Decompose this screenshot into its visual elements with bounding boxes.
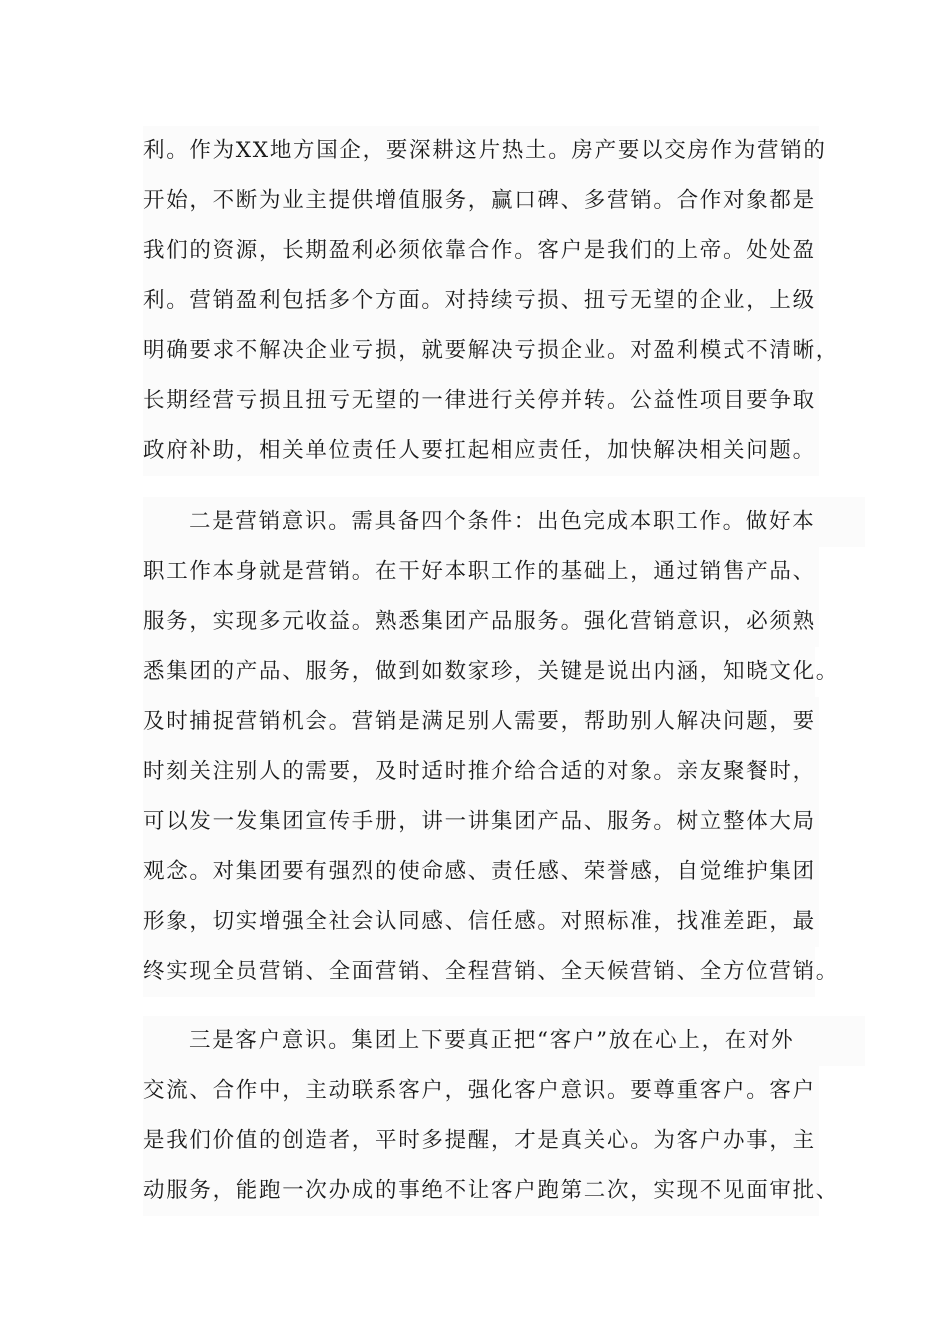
paragraph-line: 政府补助，相关单位责任人要扛起相应责任，加快解决相关问题。 (143, 426, 819, 476)
paragraph-line: 观念。对集团要有强烈的使命感、责任感、荣誉感，自觉维护集团 (143, 847, 819, 897)
paragraph-line: 开始，不断为业主提供增值服务，赢口碑、多营销。合作对象都是 (143, 176, 819, 226)
paragraph-line: 长期经营亏损且扭亏无望的一律进行关停并转。公益性项目要争取 (143, 376, 819, 426)
paragraph-line: 二是营销意识。需具备四个条件：出色完成本职工作。做好本 (143, 497, 865, 547)
paragraph-line: 利。作为XX地方国企，要深耕这片热土。房产要以交房作为营销的 (143, 126, 819, 176)
paragraph-line: 形象，切实增强全社会认同感、信任感。对照标准，找准差距，最 (143, 897, 819, 947)
paragraph-line: 时刻关注别人的需要，及时适时推介给合适的对象。亲友聚餐时， (143, 747, 819, 797)
paragraph-line: 终实现全员营销、全面营销、全程营销、全天候营销、全方位营销。 (143, 947, 815, 997)
paragraph-2 (143, 497, 840, 997)
paragraph-line: 服务，实现多元收益。熟悉集团产品服务。强化营销意识，必须熟 (143, 597, 819, 647)
paragraph-line: 是我们价值的创造者，平时多提醒，才是真关心。为客户办事，主 (143, 1116, 819, 1166)
paragraph-1 (143, 126, 840, 476)
paragraph-line: 可以发一发集团宣传手册，讲一讲集团产品、服务。树立整体大局 (143, 797, 819, 847)
paragraph-line: 及时捕捉营销机会。营销是满足别人需要，帮助别人解决问题，要 (143, 697, 819, 747)
paragraph-line: 悉集团的产品、服务，做到如数家珍，关键是说出内涵，知晓文化。 (143, 647, 815, 697)
paragraph-line: 利。营销盈利包括多个方面。对持续亏损、扭亏无望的企业，上级 (143, 276, 819, 326)
paragraph-line: 明确要求不解决企业亏损，就要解决亏损企业。对盈利模式不清晰， (143, 326, 819, 376)
paragraph-line: 职工作本身就是营销。在干好本职工作的基础上，通过销售产品、 (143, 547, 819, 597)
paragraph-3 (143, 1016, 840, 1216)
paragraph-line: 三是客户意识。集团上下要真正把“客户”放在心上，在对外 (143, 1016, 865, 1066)
paragraph-line: 动服务，能跑一次办成的事绝不让客户跑第二次，实现不见面审批、 (143, 1166, 819, 1216)
paragraph-line: 交流、合作中，主动联系客户，强化客户意识。要尊重客户。客户 (143, 1066, 819, 1116)
paragraph-line: 我们的资源，长期盈利必须依靠合作。客户是我们的上帝。处处盈 (143, 226, 819, 276)
